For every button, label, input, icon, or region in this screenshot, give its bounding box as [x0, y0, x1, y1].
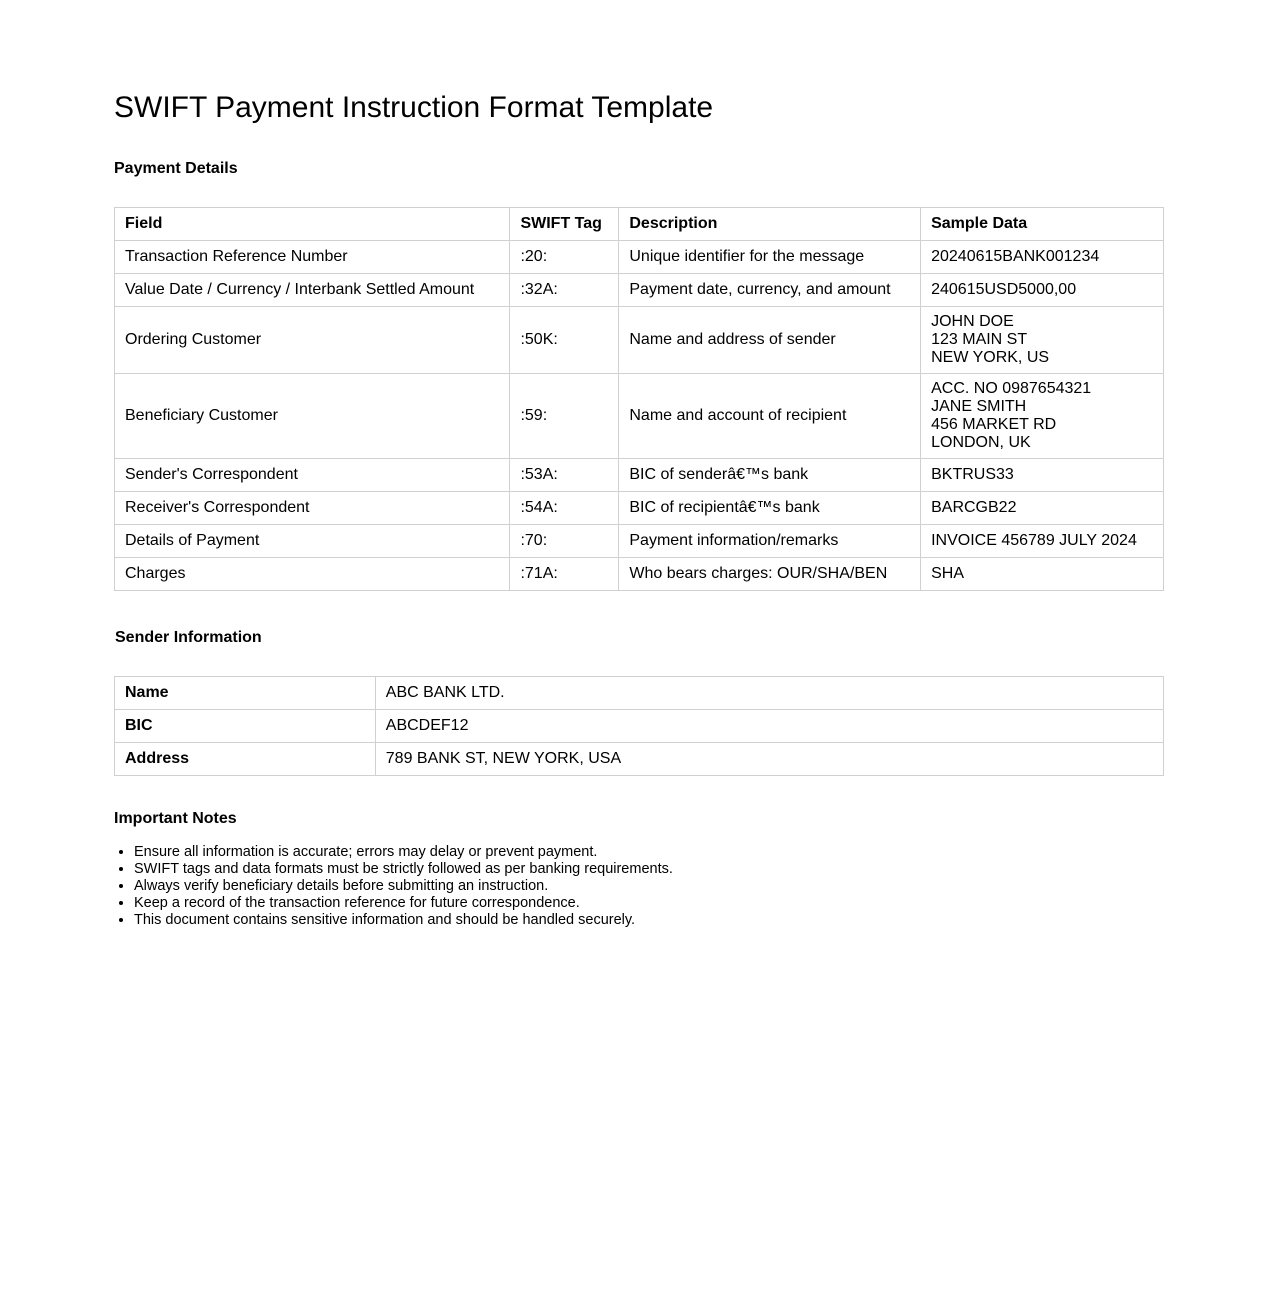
cell-field: Beneficiary Customer: [115, 374, 510, 459]
cell-tag: :59:: [510, 374, 619, 459]
cell-field: Ordering Customer: [115, 307, 510, 374]
cell-value: ABCDEF12: [375, 710, 1163, 743]
cell-field: Transaction Reference Number: [115, 241, 510, 274]
cell-tag: :71A:: [510, 558, 619, 591]
cell-tag: :50K:: [510, 307, 619, 374]
column-header-sample-data: Sample Data: [921, 208, 1164, 241]
cell-sample: BARCGB22: [921, 492, 1164, 525]
list-item: • Ensure all information is accurate; errors may delay or prevent payment.: [134, 844, 673, 861]
cell-description: Name and address of sender: [619, 307, 921, 374]
list-item: • SWIFT tags and data formats must be strictly followed as per banking requirements.: [134, 861, 673, 878]
list-item: • This document contains sensitive information and should be handled securely.: [134, 912, 673, 929]
cell-field: Details of Payment: [115, 525, 510, 558]
cell-description: BIC of recipientâ€™s bank: [619, 492, 921, 525]
cell-tag: :53A:: [510, 459, 619, 492]
column-header-description: Description: [619, 208, 921, 241]
cell-sample: ACC. NO 0987654321 JANE SMITH 456 MARKET RD LONDON, UK: [921, 374, 1164, 459]
cell-tag: :54A:: [510, 492, 619, 525]
table-row: [115, 525, 1164, 558]
list-item: • Always verify beneficiary details before submitting an instruction.: [134, 878, 673, 895]
table-row: [115, 374, 1164, 459]
cell-key: Name: [115, 677, 376, 710]
cell-value: ABC BANK LTD.: [375, 677, 1163, 710]
table-row: [115, 459, 1164, 492]
important-notes-list: [114, 844, 673, 929]
cell-field: Sender's Correspondent: [115, 459, 510, 492]
list-item: • Keep a record of the transaction reference for future correspondence.: [134, 895, 673, 912]
table-row: [115, 274, 1164, 307]
cell-tag: :20:: [510, 241, 619, 274]
sender-information-heading: Sender Information: [115, 629, 262, 646]
cell-value: 789 BANK ST, NEW YORK, USA: [375, 743, 1163, 776]
cell-tag: :70:: [510, 525, 619, 558]
payment-details-heading: Payment Details: [114, 160, 238, 177]
table-row: [115, 677, 1164, 710]
table-row: [115, 743, 1164, 776]
page-title: SWIFT Payment Instruction Format Template: [114, 91, 714, 124]
cell-field: Charges: [115, 558, 510, 591]
cell-description: Who bears charges: OUR/SHA/BEN: [619, 558, 921, 591]
cell-description: Unique identifier for the message: [619, 241, 921, 274]
table-row: [115, 710, 1164, 743]
column-header-field: Field: [115, 208, 510, 241]
table-row: [115, 492, 1164, 525]
important-notes-heading: Important Notes: [114, 810, 237, 827]
sender-information-table: [114, 676, 1164, 776]
cell-field: Value Date / Currency / Interbank Settled Amount: [115, 274, 510, 307]
payment-details-table: [114, 207, 1164, 591]
cell-description: Payment information/remarks: [619, 525, 921, 558]
cell-sample: 240615USD5000,00: [921, 274, 1164, 307]
cell-field: Receiver's Correspondent: [115, 492, 510, 525]
cell-tag: :32A:: [510, 274, 619, 307]
cell-sample: SHA: [921, 558, 1164, 591]
cell-key: Address: [115, 743, 376, 776]
column-header-swift-tag: SWIFT Tag: [510, 208, 619, 241]
cell-description: Name and account of recipient: [619, 374, 921, 459]
cell-key: BIC: [115, 710, 376, 743]
cell-sample: BKTRUS33: [921, 459, 1164, 492]
cell-description: Payment date, currency, and amount: [619, 274, 921, 307]
table-row: [115, 241, 1164, 274]
cell-sample: JOHN DOE 123 MAIN ST NEW YORK, US: [921, 307, 1164, 374]
table-row: [115, 307, 1164, 374]
table-row: [115, 558, 1164, 591]
table-header-row: [115, 208, 1164, 241]
cell-sample: 20240615BANK001234: [921, 241, 1164, 274]
cell-description: BIC of senderâ€™s bank: [619, 459, 921, 492]
cell-sample: INVOICE 456789 JULY 2024: [921, 525, 1164, 558]
